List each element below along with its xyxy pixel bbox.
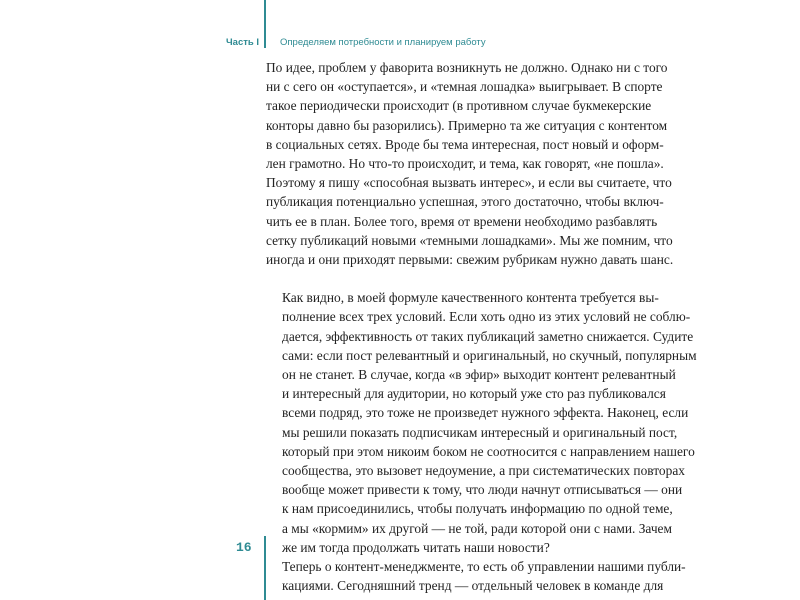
text-line: ни с сего он «оступается», и «темная лошадка» выигрывает. В спорте (266, 79, 663, 95)
text-line: публикация потенциально успешная, этого достаточно, чтобы включ- (266, 194, 664, 210)
section-title: Определяем потребности и планируем работу (280, 37, 486, 48)
paragraph (266, 58, 674, 269)
text-line: сами: если пост релевантный и оригинальный, но скучный, популярным (282, 347, 697, 363)
text-line: иногда и они приходят первыми: свежим рубрикам нужно давать шанс. (266, 252, 674, 268)
text-line: полнение всех трех условий. Если хоть одно из этих условий не соблю- (282, 309, 691, 325)
text-line: в социальных сетях. Вроде бы тема интересная, пост новый и оформ- (266, 136, 664, 152)
text-line: По идее, проблем у фаворита возникнуть не должно. Однако ни с того (266, 60, 668, 75)
page-number: 16 (236, 540, 252, 555)
text-line: кациями. Сегодняшний тренд — отдельный человек в команде для (282, 578, 664, 594)
text-line: сообщества, это вызовет недоумение, а при систематических повторах (282, 463, 685, 479)
text-line: который при этом никоим боком не соотносится с направлением нашего (282, 443, 695, 459)
text-line: всеми подряд, это тоже не произведет нужного эффекта. Наконец, если (282, 405, 689, 421)
margin-rule-top (264, 0, 266, 48)
text-line: дается, эффективность от таких публикаций заметно снижается. Судите (282, 328, 694, 344)
paragraph (266, 557, 686, 595)
text-line: а мы «кормим» их другой — не той, ради которой они с нами. Зачем (282, 520, 672, 536)
paragraph (266, 288, 697, 557)
text-line: конторы давно бы разорились). Примерно та же ситуация с контентом (266, 117, 668, 133)
text-line: лен грамотно. Но что-то происходит, и тема, как говорят, «не пошла». (266, 156, 664, 172)
text-line: он не станет. В случае, когда «в эфир» выходит контент релевантный (282, 367, 676, 383)
body-text (266, 58, 697, 595)
text-line: чить ее в план. Более того, время от времени необходимо разбавлять (266, 213, 658, 229)
text-line: и интересный для аудитории, но который уже сто раз публиковался (282, 386, 666, 402)
text-line: вообще может привести к тому, что люди начнут отписываться — они (282, 482, 683, 498)
text-line: сетку публикаций новыми «темными лошадками». Мы же помним, что (266, 232, 673, 248)
text-line: же им тогда продолжать читать наши новости? (282, 539, 550, 555)
text-line: такое периодически происходит (в противном случае букмекерские (266, 98, 652, 114)
text-line: Теперь о контент-менеджменте, то есть об управлении нашими публи- (282, 559, 686, 575)
text-line: мы решили показать подписчикам интересный и оригинальный пост, (282, 424, 678, 440)
part-label: Часть I (226, 37, 260, 48)
text-line: Как видно, в моей формуле качественного контента требуется вы- (282, 290, 659, 306)
text-line: к нам присоединились, чтобы получать информацию по одной теме, (282, 501, 673, 517)
text-line: Поэтому я пишу «способная вызвать интерес», и если вы считаете, что (266, 175, 672, 191)
